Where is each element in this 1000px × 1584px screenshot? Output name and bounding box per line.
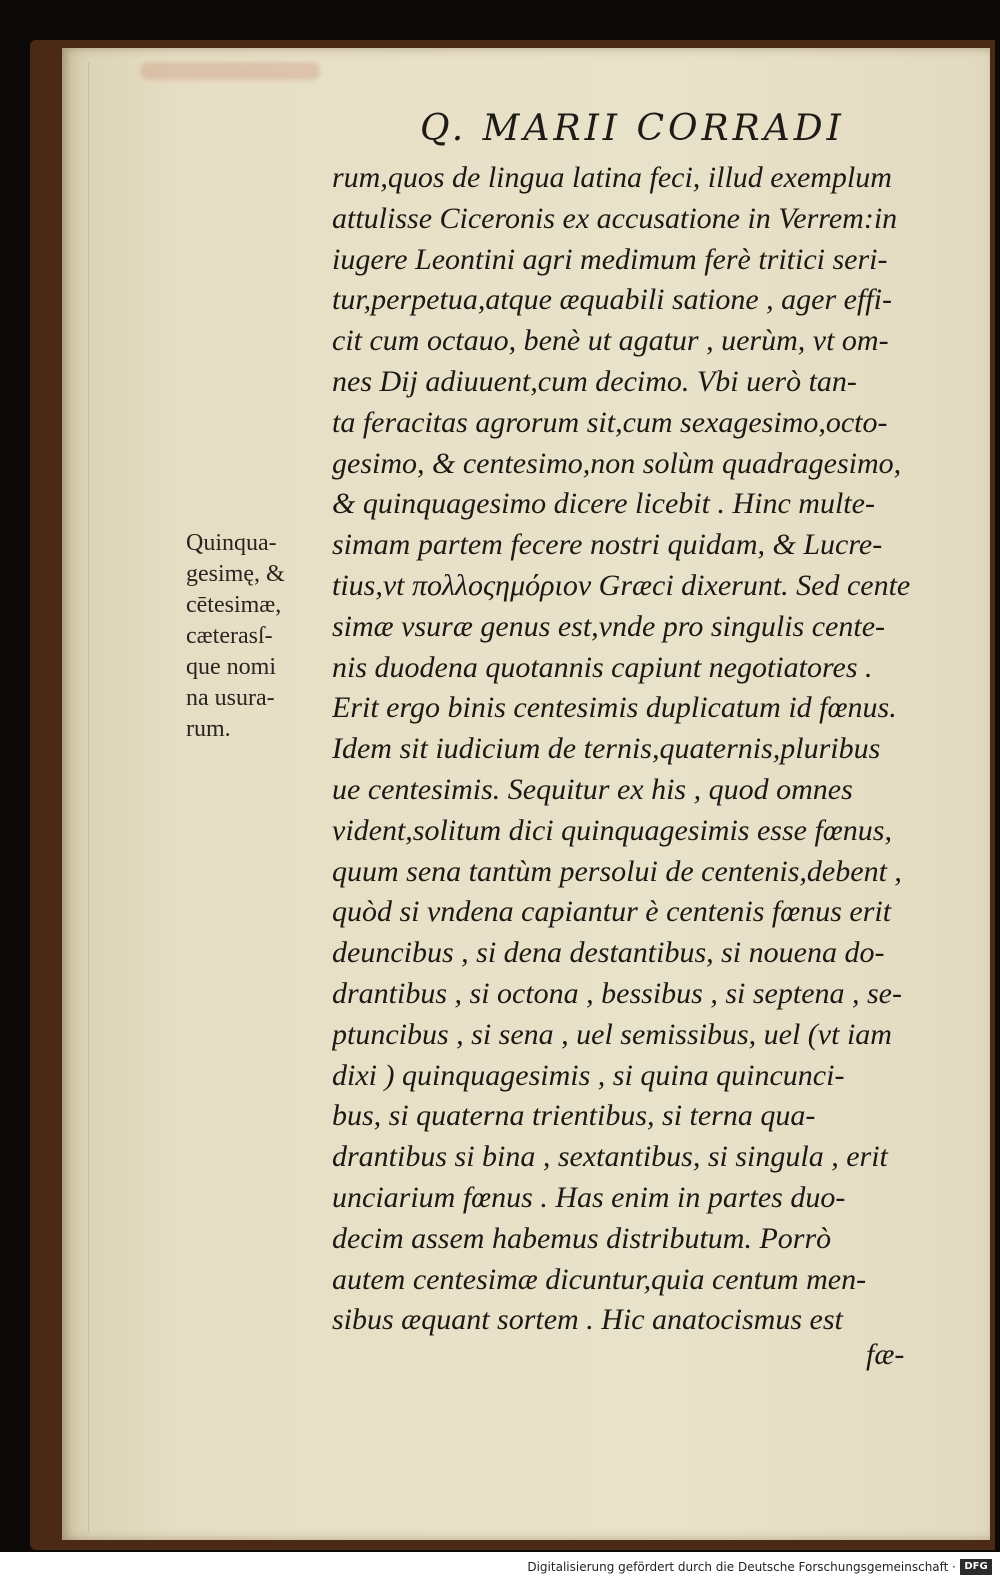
text-line: Erit ergo binis centesimis duplicatum id fœnus. — [332, 691, 897, 725]
text-line: Idem sit iudicium de ternis,quaternis,pluribus — [332, 732, 881, 766]
dfg-logo: DFG — [960, 1559, 992, 1575]
text-line: decim assem habemus distributum. Porrò — [332, 1221, 832, 1255]
margin-note-line: que nomi — [186, 654, 276, 680]
margin-note — [186, 528, 326, 745]
text-line: bus, si quaterna trientibus, si terna qua- — [332, 1099, 816, 1133]
text-line: simam partem fecere nostri quidam, & Lucre- — [332, 528, 883, 562]
text-line: nis duodena quotannis capiunt negotiatores . — [332, 650, 873, 684]
text-line: iugere Leontini agri medimum ferè tritici seri- — [332, 242, 888, 276]
footer-credit: Digitalisierung gefördert durch die Deutsche Forschungsgemeinschaft · — [527, 1560, 956, 1574]
margin-note-line: cæterasſ- — [186, 623, 273, 649]
text-line: tur,perpetua,atque æquabili satione , ager effi- — [332, 283, 892, 317]
body-text — [332, 158, 962, 1341]
text-line: ptuncibus , si sena , uel semissibus, uel (vt iam — [332, 1017, 892, 1051]
margin-note-line: na usura- — [186, 685, 275, 711]
margin-note-line: cētesimæ, — [186, 592, 282, 618]
catchword: fæ- — [866, 1338, 905, 1371]
text-line: gesimo, & centesimo,non solùm quadragesimo, — [332, 446, 902, 480]
running-title: Q. MARII CORRADI — [420, 108, 845, 149]
text-line: drantibus si bina , sextantibus, si singula , erit — [332, 1140, 888, 1174]
text-line: quum sena tantùm persolui de centenis,debent , — [332, 854, 902, 888]
text-line: vident,solitum dici quinquagesimis esse fœnus, — [332, 813, 892, 847]
text-line: deuncibus , si dena destantibus, si nouena do- — [332, 936, 885, 970]
page-stain — [140, 62, 320, 80]
text-line: autem centesimæ dicuntur,quia centum men- — [332, 1262, 867, 1296]
text-line: simæ vsuræ genus est,vnde pro singulis cente- — [332, 609, 885, 643]
text-line: quòd si vndena capiantur è centenis fœnus erit — [332, 895, 892, 929]
text-line: tius,vt πολλοςημόριον Græci dixerunt. Sed cente — [332, 568, 911, 602]
margin-note-line: rum. — [186, 716, 231, 742]
text-line: ue centesimis. Sequitur ex his , quod omnes — [332, 772, 853, 806]
text-line: cit cum octauo, benè ut agatur , uerùm, vt om- — [332, 324, 889, 358]
text-line: rum,quos de lingua latina feci, illud exemplum — [332, 161, 892, 194]
margin-note-line: Quinqua- — [186, 530, 277, 556]
text-line: nes Dij adiuuent,cum decimo. Vbi uerò tan- — [332, 364, 857, 398]
text-line: sibus æquant sortem . Hic anatocismus est — [332, 1303, 843, 1337]
footer-bar — [0, 1552, 1000, 1584]
text-line: attulisse Ciceronis ex accusatione in Verrem:in — [332, 201, 898, 235]
text-line: ta feracitas agrorum sit,cum sexagesimo,octo- — [332, 405, 888, 439]
margin-note-line: gesimę, & — [186, 561, 285, 587]
text-line: unciarium fœnus . Has enim in partes duo- — [332, 1180, 846, 1214]
text-line: dixi ) quinquagesimis , si quina quincunci- — [332, 1058, 845, 1092]
text-line: & quinquagesimo dicere licebit . Hinc multe- — [332, 487, 875, 521]
text-line: drantibus , si octona , bessibus , si septena , se- — [332, 976, 902, 1010]
